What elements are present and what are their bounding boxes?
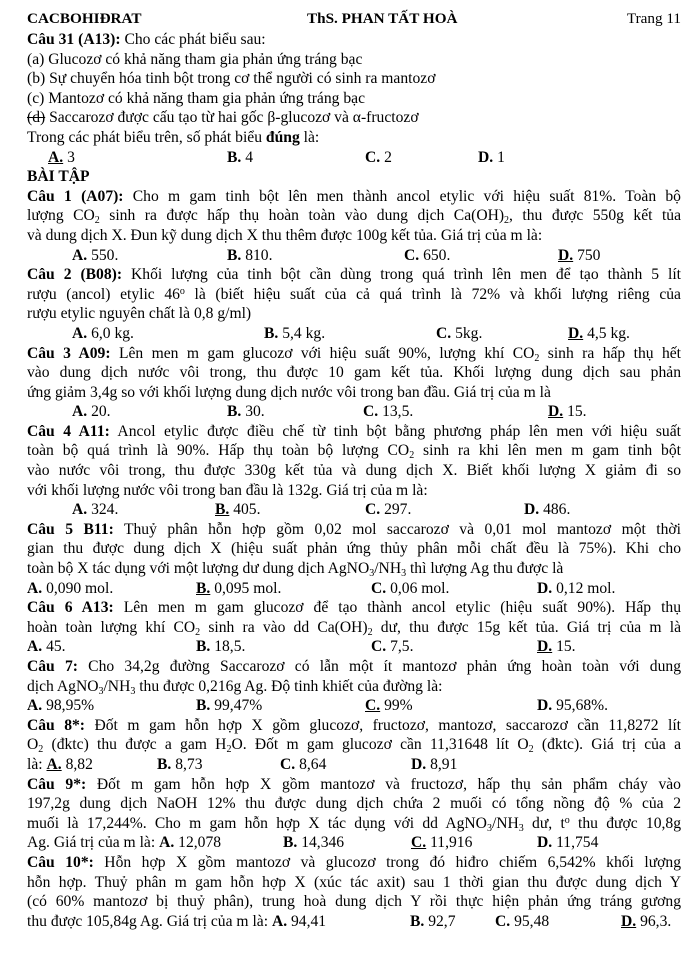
section-title: BÀI TẬP — [27, 168, 90, 186]
option-d: D. 96,3. — [621, 912, 672, 930]
question-9: Câu 9*: Đốt m gam hỗn hợp X gồm mantozơ và fructozơ, hấp thụ sản phẩm cháy vào 197,2g dung dịch NaOH 12% thu được dung dịch chứa 2 muối có tổng nồng độ % của 2 muối là 17,244%. Cho m gam hỗn hợp X tác dụng với dd $AgNO_3/NH_3$ dư, $t^o$ thu được 10,8g Ag. Giá trị của m là: A. 12,078 B. 14,346 C. 11,916 D. 11,754 — [27, 775, 681, 852]
answer-options — [27, 402, 681, 422]
statement-c: (c) Mantozơ có khả năng tham gia phản ứng tráng bạc — [27, 89, 365, 107]
answer-options — [27, 912, 681, 932]
option-a: A. 6,0 kg. — [72, 324, 134, 342]
option-c: C. 650. — [404, 246, 451, 264]
option-b: B. 14,346 — [283, 834, 345, 852]
option-c: C. 7,5. — [371, 638, 414, 656]
option-d: D. 15. — [548, 403, 587, 421]
option-d: D. 95,68%. — [537, 697, 609, 715]
option-c: C. 8,64 — [280, 755, 327, 773]
option-c: C. 99% — [365, 697, 413, 715]
option-b: B. 99,47% — [196, 697, 263, 715]
answer-options — [27, 500, 681, 520]
question-prompt: Trong các phát biểu trên, số phát biểu đúng là: — [27, 128, 320, 146]
option-a: A. 0,090 mol. — [27, 579, 114, 597]
document-page — [27, 8, 681, 931]
option-c: C. 11,916 — [411, 834, 473, 852]
question-7: Câu 7: Cho 34,2g đường Saccarozơ có lẫn một ít mantozơ phản ứng hoàn toàn với dung dịch $AgNO_3/NH_3$ thu được 0,216g Ag. Độ tinh khiết của đường là: A. 98,95% B. 99,47% C. 99% D. 95,68%. — [27, 658, 681, 715]
question-5: Câu 5 B11: Thuỷ phân hỗn hợp gồm 0,02 mol saccarozơ và 0,01 mol mantozơ một thời gian thu được dung dịch X (hiệu suất phản ứng thủy phân mỗi chất đều là 75%). Khi cho toàn bộ X tác dụng với một lượng dư dung dịch $AgNO_3/NH_3$ thì lượng Ag thu được là A. 0,090 mol. B. 0,095 mol. C. 0,06 mol. D. 0,12 mol. — [27, 520, 681, 597]
option-d: D. 1 — [478, 148, 505, 166]
question-2: Câu 2 (B08): Khối lượng của tinh bột cần dùng trong quá trình lên men để tạo thành 5 lít rượu (ancol) etylic 46$^o$ là (biết hiệu suất của cả quá trình là 72% và khối lượng riêng của rượu etylic nguyên chất là 0,8 g/ml) A. 6,0 kg. B. 5,4 kg. C. 5kg. D. 4,5 kg. — [27, 266, 681, 342]
option-a: là: A. 8,82 — [27, 755, 93, 773]
option-d: D. 11,754 — [537, 834, 599, 852]
option-d: D. 8,91 — [411, 755, 458, 773]
option-a: Ag. Giá trị của m là: A. 12,078 — [27, 834, 222, 852]
option-b: B. 18,5. — [196, 638, 246, 656]
option-b: B. 810. — [227, 246, 273, 264]
option-a: thu được 105,84g Ag. Giá trị của m là: A. 94,41 — [27, 912, 327, 930]
option-d: D. 750 — [558, 246, 601, 264]
answer-options — [27, 324, 681, 344]
question-label: Câu 31 (A13): — [27, 31, 121, 48]
option-c: C. 2 — [365, 148, 392, 166]
answer-options — [27, 579, 681, 599]
option-b: B. 8,73 — [157, 755, 203, 773]
option-c: C. 13,5. — [363, 403, 414, 421]
option-b: B. 0,095 mol. — [196, 579, 282, 597]
author-name: ThS. PHAN TẤT HOÀ — [307, 10, 458, 27]
chapter-title: CACBOHIĐRAT — [27, 10, 142, 27]
option-b: B. 4 — [227, 148, 254, 166]
option-d: D. 4,5 kg. — [568, 324, 630, 342]
struck-marker: (d) — [27, 109, 46, 127]
answer-options — [27, 696, 681, 716]
statement-b: (b) Sự chuyển hóa tinh bột trong cơ thể người có sinh ra mantozơ — [27, 70, 436, 88]
page-number: Trang 11 — [626, 10, 681, 27]
statement-a: (a) Glucozơ có khả năng tham gia phản ứng tráng bạc — [27, 50, 363, 68]
option-b: B. 30. — [227, 403, 265, 421]
question-31: Câu 31 (A13): Cho các phát biểu sau: (a) Glucozơ có khả năng tham gia phản ứng tráng bạc (b) Sự chuyển hóa tinh bột trong cơ thể người có sinh ra mantozơ (c) Mantozơ có khả năng tham gia phản ứng tráng bạc (d) Saccarozơ được cấu tạo từ hai gốc β-glucozơ và α-fructozơ Trong các phát biểu trên, số phát biểu đúng là: A. 3 B. 4 C. 2 D. 1 — [27, 30, 681, 167]
option-b: B. 405. — [215, 501, 261, 519]
page-header — [27, 8, 681, 30]
option-c: C. 297. — [365, 501, 412, 519]
question-6: Câu 6 A13: Lên men m gam glucozơ để tạo thành ancol etylic (hiệu suất 90%). Hấp thụ hoàn toàn lượng khí $CO_2$ sinh ra vào dd $Ca(OH)_2$ dư, thu được 15g kết tủa. Giá trị của m là A. 45. B. 18,5. C. 7,5. D. 15. — [27, 599, 681, 656]
option-d: D. 15. — [537, 638, 576, 656]
answer-options — [27, 833, 681, 853]
question-3: Câu 3 A09: Lên men m gam glucozơ với hiệu suất 90%, lượng khí $CO_2$ sinh ra hấp thụ hết vào dung dịch nước vôi trong, thu được 10 gam kết tủa. Khối lượng dung dịch sau phản ứng giảm 3,4g so với khối lượng dung dịch nước vôi trong ban đầu. Giá trị của m là A. 20. B. 30. C. 13,5. D. 15. — [27, 344, 682, 421]
question-1: Câu 1 (A07): Cho m gam tinh bột lên men thành ancol etylic với hiệu suất 81%. Toàn bộ lượng $CO_2$ sinh ra được hấp thụ hoàn toàn vào dung dịch $Ca(OH)_2$, thu được 550g kết tủa và dung dịch X. Đun kỹ dung dịch X thu thêm được 100g kết tủa. Giá trị của m là: A. 550. B. 810. C. 650. D. 750 — [27, 187, 681, 264]
option-a: A. 20. — [72, 403, 111, 421]
question-8: Câu 8*: Đốt m gam hỗn hợp X gồm glucozơ, fructozơ, mantozơ, saccarozơ cần 11,8272 lít $O_2$ (đktc) thu được a gam $H_2O$. Đốt m gam glucozơ cần 11,31648 lít $O_2$ (đktc). Giá trị của a là: A. 8,82 B. 8,73 C. 8,64 D. 8,91 — [27, 716, 682, 773]
option-c: C. 95,48 — [495, 912, 550, 930]
question-4: Câu 4 A11: Ancol etylic được điều chế từ tinh bột bằng phương pháp lên men với hiệu suất toàn bộ quá trình là 90%. Hấp thụ toàn bộ lượng $CO_2$ sinh ra khi lên men m gam tinh bột vào nước vôi trong, thu được 330g kết tủa và dung dịch X. Biết khối lượng X giảm đi so với khối lượng nước vôi trong ban đầu là 132g. Giá trị của m là: A. 324. B. 405. C. 297. D. 486. — [27, 422, 681, 519]
option-a: A. 324. — [72, 501, 119, 519]
answer-options — [27, 637, 681, 657]
option-a: A. 98,95% — [27, 697, 95, 715]
option-a: A. 550. — [72, 246, 119, 264]
answer-options — [27, 148, 681, 168]
option-c: C. 5kg. — [436, 324, 483, 342]
option-d: D. 0,12 mol. — [537, 579, 616, 597]
option-c: C. 0,06 mol. — [371, 579, 450, 597]
option-a: A. 45. — [27, 638, 66, 656]
question-10: Câu 10*: Hỗn hợp X gồm mantozơ và glucozơ trong đó hiđro chiếm 6,542% khối lượng hỗn hợp. Thuỷ phân m gam hỗn hợp X (xúc tác axit) sau 1 thời gian thu được dung dịch Y (có 60% mantozơ bị thuỷ phân), trung hoà dung dịch Y rồi thực hiện phản ứng tráng gương thu được 105,84g Ag. Giá trị của m là: A. 94,41 B. 92,7 C. 95,48 D. 96,3. — [27, 853, 681, 930]
option-b: B. 92,7 — [410, 912, 456, 930]
statement-d: (d) Saccarozơ được cấu tạo từ hai gốc β-glucozơ và α-fructozơ — [27, 109, 419, 127]
answer-options — [27, 755, 681, 775]
option-d: D. 486. — [524, 501, 571, 519]
option-b: B. 5,4 kg. — [264, 324, 326, 342]
option-a: A. 3 — [48, 148, 75, 166]
answer-options — [27, 246, 681, 266]
